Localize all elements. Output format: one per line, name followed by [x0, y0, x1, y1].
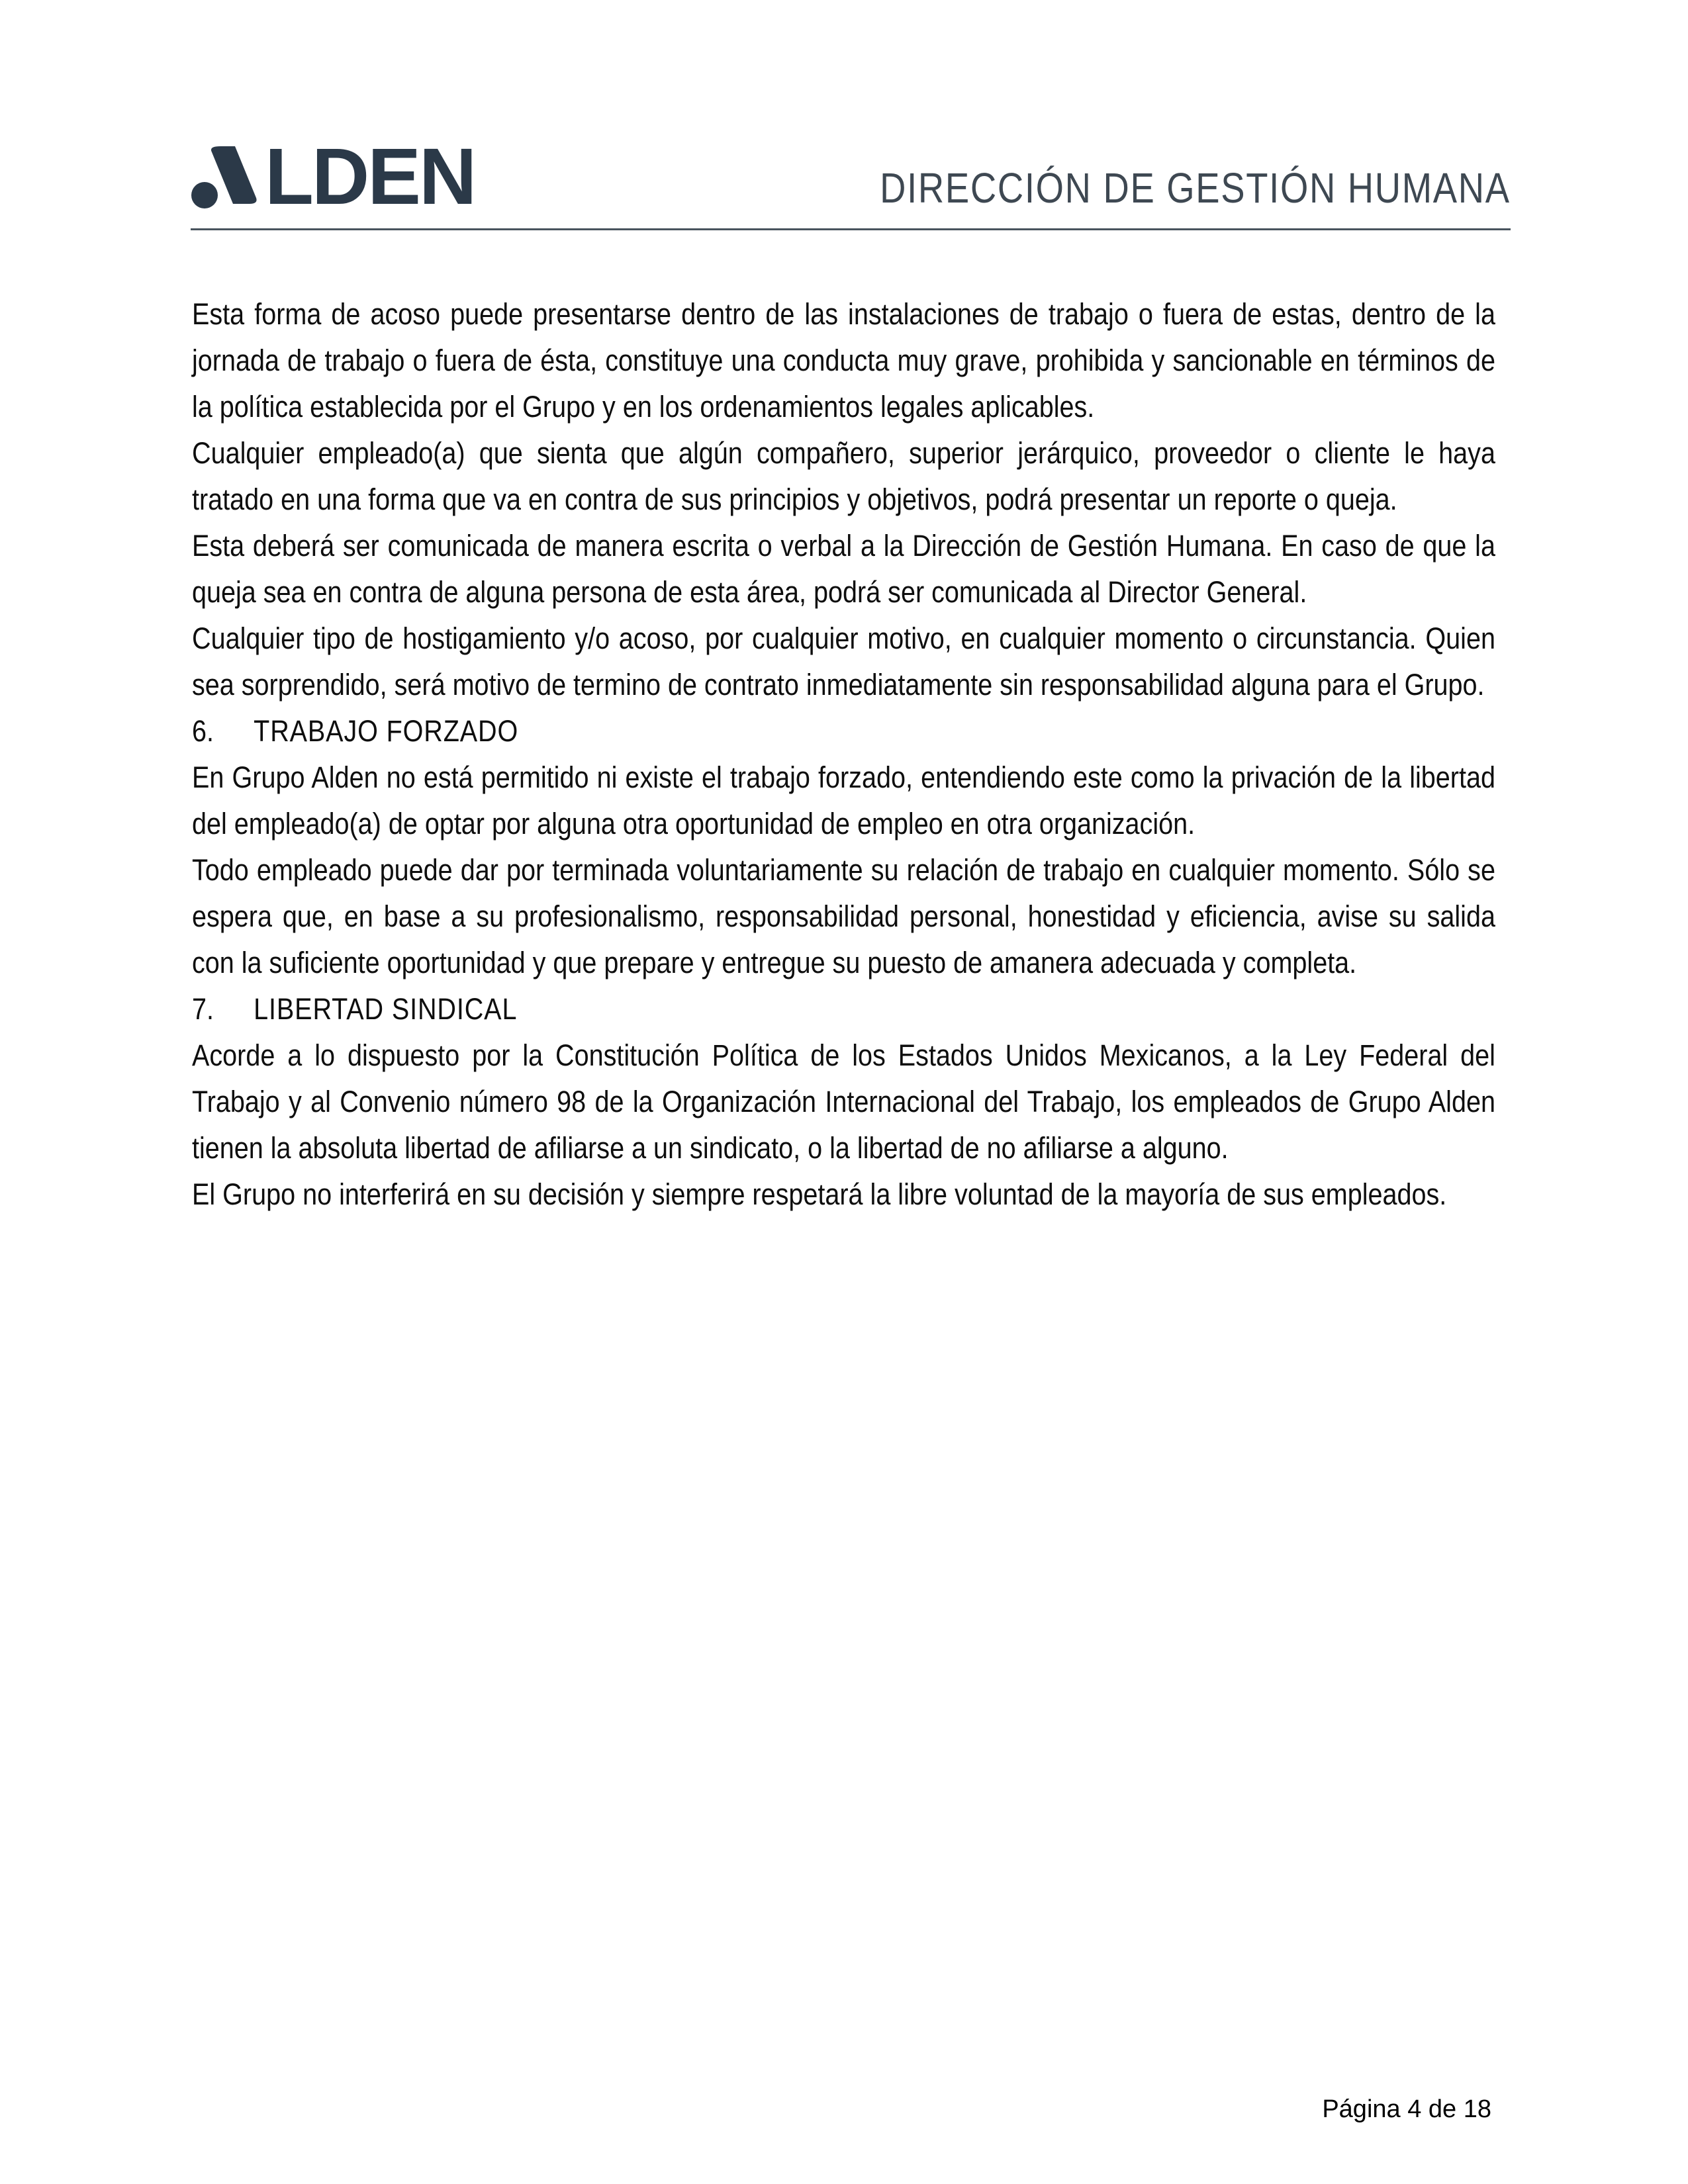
section-paragraph: Acorde a lo dispuesto por la Constitución Política de los Estados Unidos Mexicanos, a la Ley Federal del Trabajo y al Convenio número 98 de la Organización Internacional del Trabajo, los empleados de Grupo Alden tienen la absoluta libertad de afiliarse a un sindicato, o la libertad de no afiliarse a alguno.	[192, 1038, 1495, 1165]
section-title: TRABAJO FORZADO	[254, 714, 519, 748]
policy-paragraph: Cualquier tipo de hostigamiento y/o acoso, por cualquier motivo, en cualquier momento o circunstancia. Quien sea sorprendido, será motivo de termino de contrato inmediatamente sin responsabilidad alguna para el Grupo.	[192, 621, 1495, 702]
section-paragraph: El Grupo no interferirá en su decisión y siempre respetará la libre voluntad de la mayoría de sus empleados.	[192, 1177, 1447, 1211]
header-title: DIRECCIÓN DE GESTIÓN HUMANA	[880, 164, 1511, 212]
page-footer	[1322, 2095, 1491, 2124]
alden-logo-graphic	[191, 142, 502, 212]
section-title: LIBERTAD SINDICAL	[254, 992, 518, 1026]
logo-wordmark-text: LDEN	[265, 142, 475, 212]
page-number: Página 4 de 18	[1322, 2095, 1491, 2123]
intro-paragraph: Cualquier empleado(a) que sienta que algún compañero, superior jerárquico, proveedor o cliente le haya tratado en una forma que va en contra de sus principios y objetivos, podrá presentar un reporte o queja.	[192, 436, 1495, 516]
section-heading	[192, 986, 1495, 1032]
section-heading	[192, 708, 1495, 754]
logo-dot-shape	[191, 182, 218, 208]
header-divider	[191, 228, 1511, 230]
intro-paragraph: Esta forma de acoso puede presentarse dentro de las instalaciones de trabajo o fuera de estas, dentro de la jornada de trabajo o fuera de ésta, constituye una conducta muy grave, prohibida y sancionable en términos de la política establecida por el Grupo y en los ordenamientos legales aplicables.	[192, 297, 1495, 424]
company-logo	[191, 142, 502, 212]
section-number: 7.	[192, 992, 214, 1026]
intro-paragraph: Esta deberá ser comunicada de manera escrita o verbal a la Dirección de Gestión Humana. En caso de que la queja sea en contra de alguna persona de esta área, podrá ser comunicada al Director General.	[192, 529, 1495, 609]
section-paragraph: Todo empleado puede dar por terminada voluntariamente su relación de trabajo en cualquier momento. Sólo se espera que, en base a su profesionalismo, responsabilidad personal, honestidad y eficiencia, avise su salida con la suficiente oportunidad y que prepare y entregue su puesto de amanera adecuada y completa.	[192, 853, 1495, 979]
section-number: 6.	[192, 714, 214, 748]
document-body	[192, 291, 1495, 1218]
section-paragraph: En Grupo Alden no está permitido ni existe el trabajo forzado, entendiendo este como la privación de la libertad del empleado(a) de optar por alguna otra oportunidad de empleo en otra organización.	[192, 760, 1495, 841]
logo-a-mark-shape	[211, 146, 257, 204]
